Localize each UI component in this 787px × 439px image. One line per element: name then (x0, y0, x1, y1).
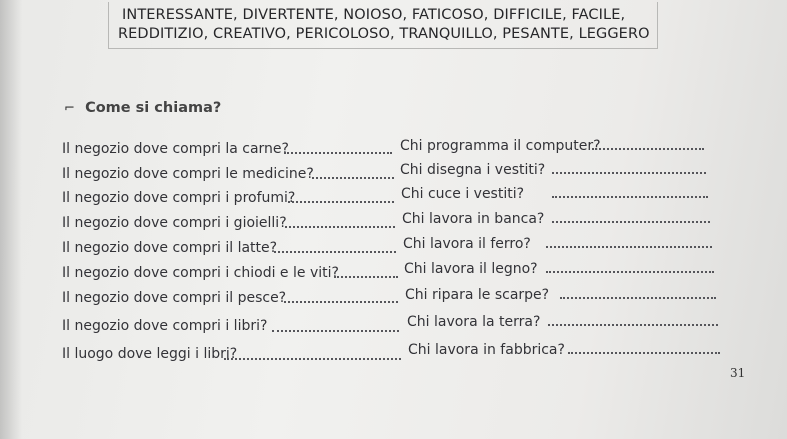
answer-line-left-2[interactable] (312, 175, 394, 179)
page-shadow (0, 0, 22, 439)
answer-line-left-9[interactable] (224, 356, 401, 360)
right-question-7: Chi ripara le scarpe? (405, 287, 550, 303)
right-question-8: Chi lavora la terra? (407, 314, 541, 330)
right-question-6: Chi lavora il legno? (404, 261, 538, 277)
right-question-2: Chi disegna i vestiti? (400, 162, 546, 178)
left-question-2: Il negozio dove compri le medicine? (62, 166, 314, 182)
adjectives-line-1: INTERESSANTE, DIVERTENTE, NOIOSO, FATICOSO, DIFFICILE, FACILE, (122, 7, 626, 23)
answer-line-left-3[interactable] (288, 199, 394, 203)
adjectives-header (118, 6, 650, 44)
right-question-9: Chi lavora in fabbrica? (408, 342, 565, 358)
answer-line-right-1[interactable] (592, 146, 704, 150)
left-question-4: Il negozio dove compri i gioielli? (62, 215, 287, 231)
left-question-5: Il negozio dove compri il latte? (62, 240, 278, 256)
right-question-1: Chi programma il computer? (400, 138, 601, 154)
left-question-7: Il negozio dove compri il pesce? (62, 290, 287, 306)
answer-line-right-3[interactable] (552, 194, 708, 198)
answer-line-right-2[interactable] (552, 170, 706, 174)
answer-line-left-4[interactable] (285, 224, 395, 228)
answer-line-left-5[interactable] (274, 249, 396, 253)
left-question-1: Il negozio dove compri la carne? (62, 141, 289, 157)
section-heading (64, 100, 221, 116)
answer-line-right-8[interactable] (548, 322, 718, 326)
section-title: Come si chiama? (85, 100, 222, 116)
answer-line-right-4[interactable] (552, 219, 710, 223)
answer-line-left-1[interactable] (284, 150, 392, 154)
answer-line-left-7[interactable] (284, 299, 398, 303)
left-question-8: Il negozio dove compri i libri? (62, 318, 268, 334)
page-number: 31 (730, 366, 746, 380)
adjectives-line-2: REDDITIZIO, CREATIVO, PERICOLOSO, TRANQUILLO, PESANTE, LEGGERO (118, 26, 650, 42)
right-question-5: Chi lavora il ferro? (403, 236, 531, 252)
answer-line-right-6[interactable] (546, 269, 714, 273)
right-question-3: Chi cuce i vestiti? (401, 186, 525, 202)
right-question-4: Chi lavora in banca? (402, 211, 545, 227)
left-question-9: Il luogo dove leggi i libri? (62, 346, 238, 362)
answer-line-right-9[interactable] (568, 350, 720, 354)
answer-line-right-7[interactable] (560, 295, 716, 299)
answer-line-right-5[interactable] (546, 244, 712, 248)
flag-icon: ⌐ (64, 101, 75, 116)
left-question-3: Il negozio dove compri i profumi? (62, 190, 296, 206)
answer-line-left-8[interactable] (272, 328, 399, 332)
answer-line-left-6[interactable] (334, 274, 398, 278)
left-question-6: Il negozio dove compri i chiodi e le viti? (62, 265, 339, 281)
